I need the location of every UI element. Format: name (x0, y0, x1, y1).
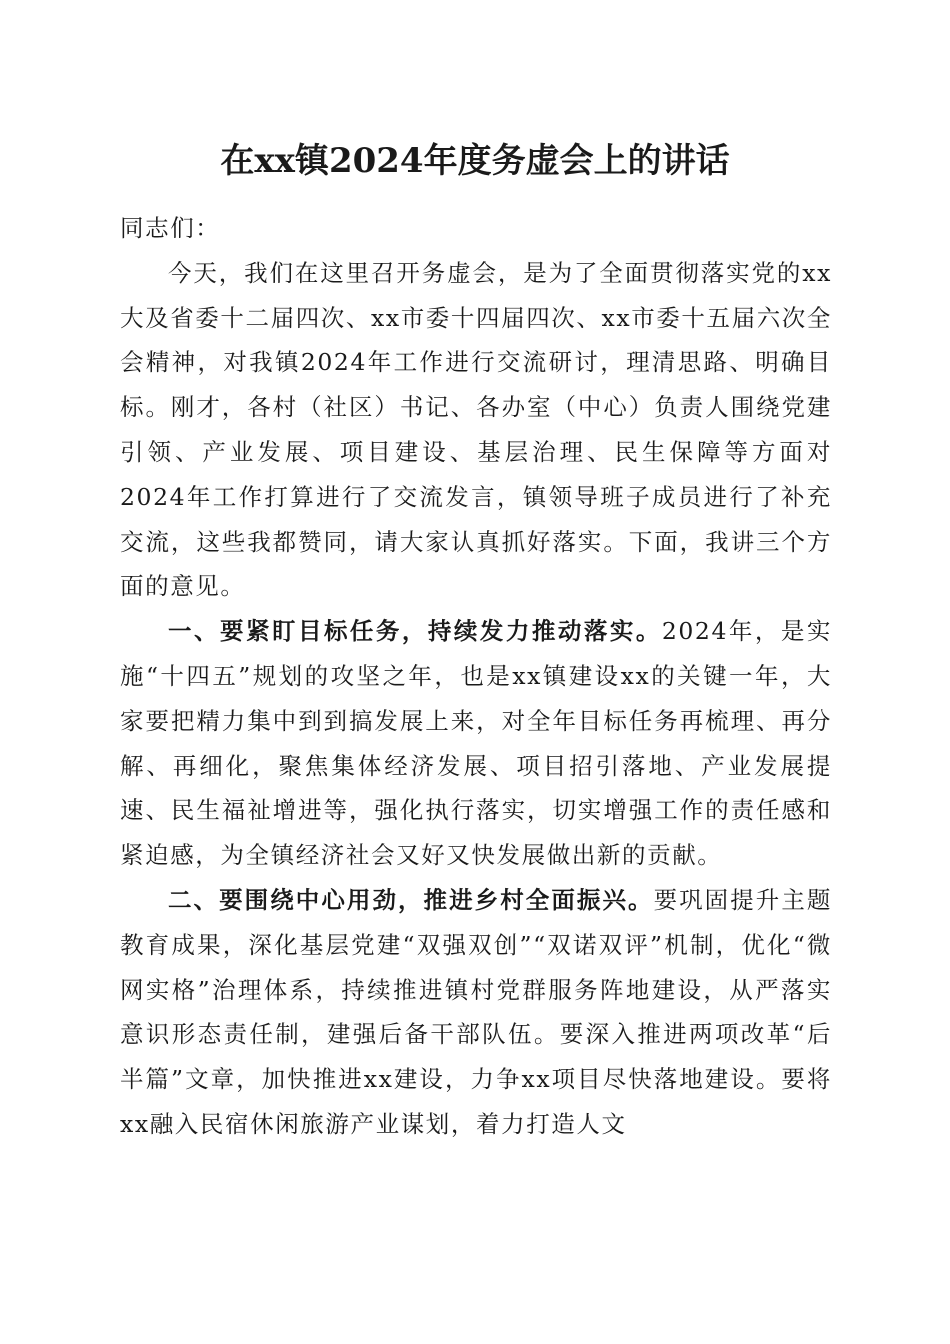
paragraph-2-text: 2024年，是实施“十四五”规划的攻坚之年，也是xx镇建设xx的关键一年，大家要把精力集中到到搞发展上来，对全年目标任务再梳理、再分解、再细化，聚焦集体经济发展、项目招引落地、产业发展提速、民生福祉增进等，强化执行落实，切实增强工作的责任感和紧迫感，为全镇经济社会又好又快发展做出新的贡献。 (120, 617, 832, 870)
paragraph-3-lead: 二、要围绕中心用劲，推进乡村全面振兴。 (168, 885, 654, 914)
paragraph-2-lead: 一、要紧盯目标任务，持续发力推动落实。 (168, 617, 662, 646)
salutation: 同志们： (120, 214, 221, 242)
paragraph-1 (120, 251, 832, 609)
paragraph-3 (120, 878, 832, 1147)
document-title: 在xx镇2024年度务虚会上的讲话 (220, 141, 730, 181)
paragraph-1-text: 今天，我们在这里召开务虚会，是为了全面贯彻落实党的xx大及省委十二届四次、xx市委十四届四次、xx市委十五届六次全会精神，对我镇2024年工作进行交流研讨，理清思路、明确目标。刚才，各村（社区）书记、各办室（中心）负责人围绕党建引领、产业发展、项目建设、基层治理、民生保障等方面对2024年工作打算进行了交流发言，镇领导班子成员进行了补充交流，这些我都赞同，请大家认真抓好落实。下面，我讲三个方面的意见。 (120, 258, 833, 601)
document-body (120, 206, 832, 1147)
paragraph-2 (120, 609, 832, 878)
paragraph-3-text: 要巩固提升主题教育成果，深化基层党建“双强双创”“双诺双评”机制，优化“微网实格”治理体系，持续推进镇村党群服务阵地建设，从严落实意识形态责任制，建强后备干部队伍。要深入推进两项改革“后半篇”文章，加快推进xx建设，力争xx项目尽快落地建设。要将xx融入民宿休闲旅游产业谋划，着力打造人文 (120, 885, 832, 1138)
